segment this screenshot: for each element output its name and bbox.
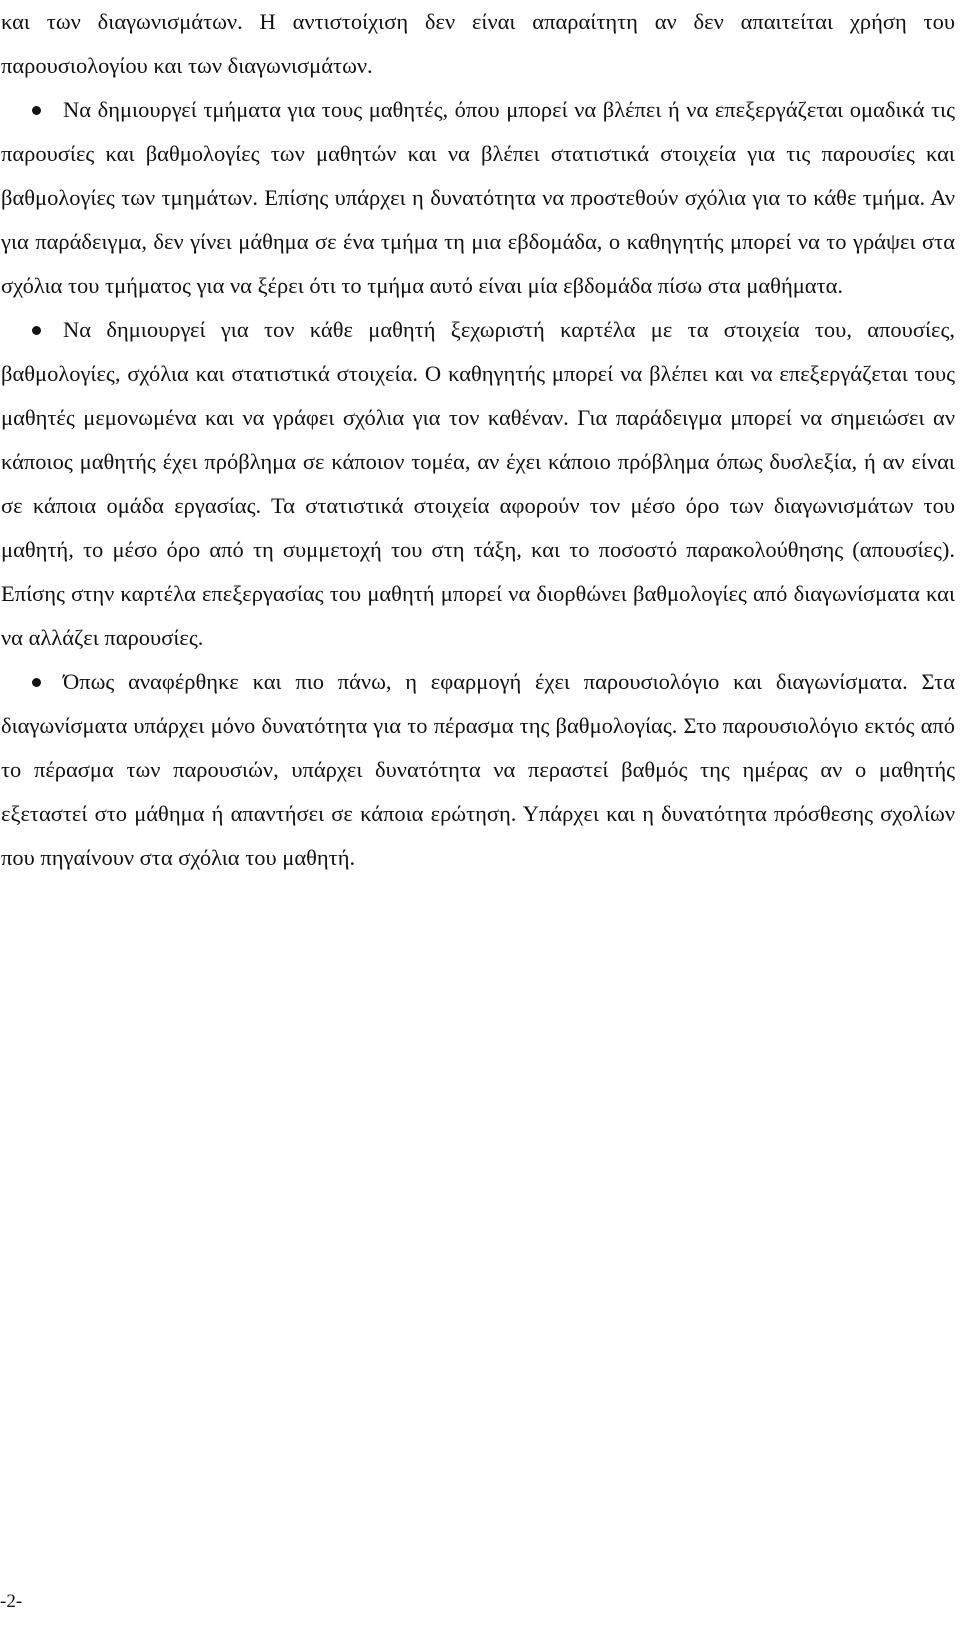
bullet-item-student-card bbox=[0, 308, 955, 660]
intro-paragraph: και των διαγωνισμάτων. Η αντιστοίχιση δεν είναι απαραίτητη αν δεν απαιτείται χρήση του παρουσιολογίου και των διαγωνισμάτων. bbox=[1, 9, 955, 78]
bullet-icon bbox=[32, 326, 41, 335]
bullet-text: Να δημιουργεί τμήματα για τους μαθητές, όπου μπορεί να βλέπει ή να επεξεργάζεται ομαδικά τις παρουσίες και βαθμολογίες των μαθητών και να βλέπει στατιστικά στοιχεία για τις παρουσίες και βαθμολογίες των τμημάτων. Επίσης υπάρχει η δυνατότητα να προστεθούν σχόλια για το κάθε τμήμα. Αν για παράδειγμα, δεν γίνει μάθημα σε ένα τμήμα τη μια εβδομάδα, ο καθηγητής μπορεί να το γράψει στα σχόλια του τμήματος για να ξέρει ότι το τμήμα αυτό είναι μία εβδομάδα πίσω στα μαθήματα. bbox=[1, 97, 955, 298]
bullet-icon bbox=[32, 678, 41, 687]
bullet-text: Όπως αναφέρθηκε και πιο πάνω, η εφαρμογή έχει παρουσιολόγιο και διαγωνίσματα. Στα διαγωνίσματα υπάρχει μόνο δυνατότητα για το πέρασμα της βαθμολογίας. Στο παρουσιολόγιο εκτός από το πέρασμα των παρουσιών, υπάρχει δυνατότητα να περαστεί βαθμός της ημέρας αν ο μαθητής εξεταστεί στο μάθημα ή απαντήσει σε κάποια ερώτηση. Υπάρχει και η δυνατότητα πρόσθεσης σχολίων που πηγαίνουν στα σχόλια του μαθητή. bbox=[1, 669, 955, 870]
page-number: -2- bbox=[0, 1591, 23, 1612]
bullet-icon bbox=[32, 106, 41, 115]
bullet-item-classes bbox=[0, 88, 955, 308]
bullet-item-attendance bbox=[0, 660, 955, 880]
bullet-text: Να δημιουργεί για τον κάθε μαθητή ξεχωριστή καρτέλα με τα στοιχεία του, απουσίες, βαθμολογίες, σχόλια και στατιστικά στοιχεία. Ο καθηγητής μπορεί να βλέπει και να επεξεργάζεται τους μαθητές μεμονωμένα και να γράφει σχόλια για τον καθέναν. Για παράδειγμα μπορεί να σημειώσει αν κάποιος μαθητής έχει πρόβλημα σε κάποιον τομέα, αν έχει κάποιο πρόβλημα όπως δυσλεξία, ή αν είναι σε κάποια ομάδα εργασίας. Τα στατιστικά στοιχεία αφορούν τον μέσο όρο των διαγωνισμάτων του μαθητή, το μέσο όρο από τη συμμετοχή του στη τάξη, και το ποσοστό παρακολούθησης (απουσίες). Επίσης στην καρτέλα επεξεργασίας του μαθητή μπορεί να διορθώνει βαθμολογίες από διαγωνίσματα και να αλλάζει παρουσίες. bbox=[1, 317, 955, 650]
